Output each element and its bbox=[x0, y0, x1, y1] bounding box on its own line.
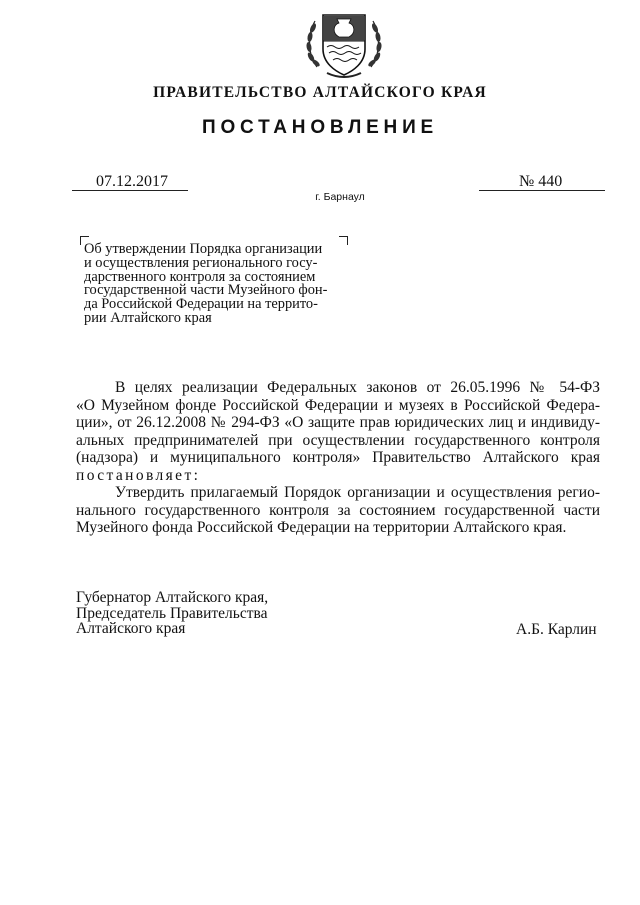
decree-word: постановляет: bbox=[76, 466, 201, 484]
subject-line: государственной части Музейного фон- bbox=[84, 282, 328, 299]
body-line: (надзора) и муниципального контроля» Правительство Алтайского края bbox=[76, 449, 600, 466]
document-city: г. Барнаул bbox=[315, 191, 365, 203]
body-line: Музейного фонда Российской Федерации на территории Алтайского края. bbox=[76, 519, 567, 536]
subject-line: дарственного контроля за состоянием bbox=[84, 268, 316, 285]
body-line: альных предпринимателей при осуществлении государственного контроля bbox=[76, 431, 600, 449]
signatory-position-line: Алтайского края bbox=[76, 620, 186, 637]
body-line: В целях реализации Федеральных законов от 26.05.1996 № 54-ФЗ bbox=[115, 379, 600, 396]
signatory-position-line: Председатель Правительства bbox=[76, 604, 268, 622]
document-number: № 440 bbox=[519, 173, 563, 190]
body-line: нального государственного контроля за состоянием государственной части bbox=[76, 501, 600, 519]
subject-line: Об утверждении Порядка организации bbox=[84, 241, 323, 257]
document-date: 07.12.2017 bbox=[96, 173, 168, 190]
body-line: «О Музейном фонде Российской Федерации и музеях в Российской Федера- bbox=[76, 396, 600, 414]
body-line: Утвердить прилагаемый Порядок организации и осуществления регио- bbox=[115, 484, 600, 501]
subject-line: рии Алтайского края bbox=[84, 309, 212, 326]
signatory-name: А.Б. Карлин bbox=[516, 621, 597, 638]
organization-title: ПРАВИТЕЛЬСТВО АЛТАЙСКОГО КРАЯ bbox=[153, 84, 487, 101]
document-subject bbox=[84, 243, 347, 326]
document-body bbox=[76, 379, 600, 537]
signatory-position-line: Губернатор Алтайского края, bbox=[76, 589, 269, 606]
document-type-title: ПОСТАНОВЛЕНИЕ bbox=[201, 117, 439, 138]
body-line: ции», от 26.12.2008 № 294-ФЗ «О защите прав юридических лиц и индивиду- bbox=[76, 414, 600, 431]
signatory-position bbox=[76, 590, 268, 637]
altai-krai-coat-of-arms-icon bbox=[303, 5, 385, 81]
subject-line: да Российской Федерации на террито- bbox=[84, 296, 318, 313]
subject-line: и осуществления регионального госу- bbox=[84, 254, 318, 271]
